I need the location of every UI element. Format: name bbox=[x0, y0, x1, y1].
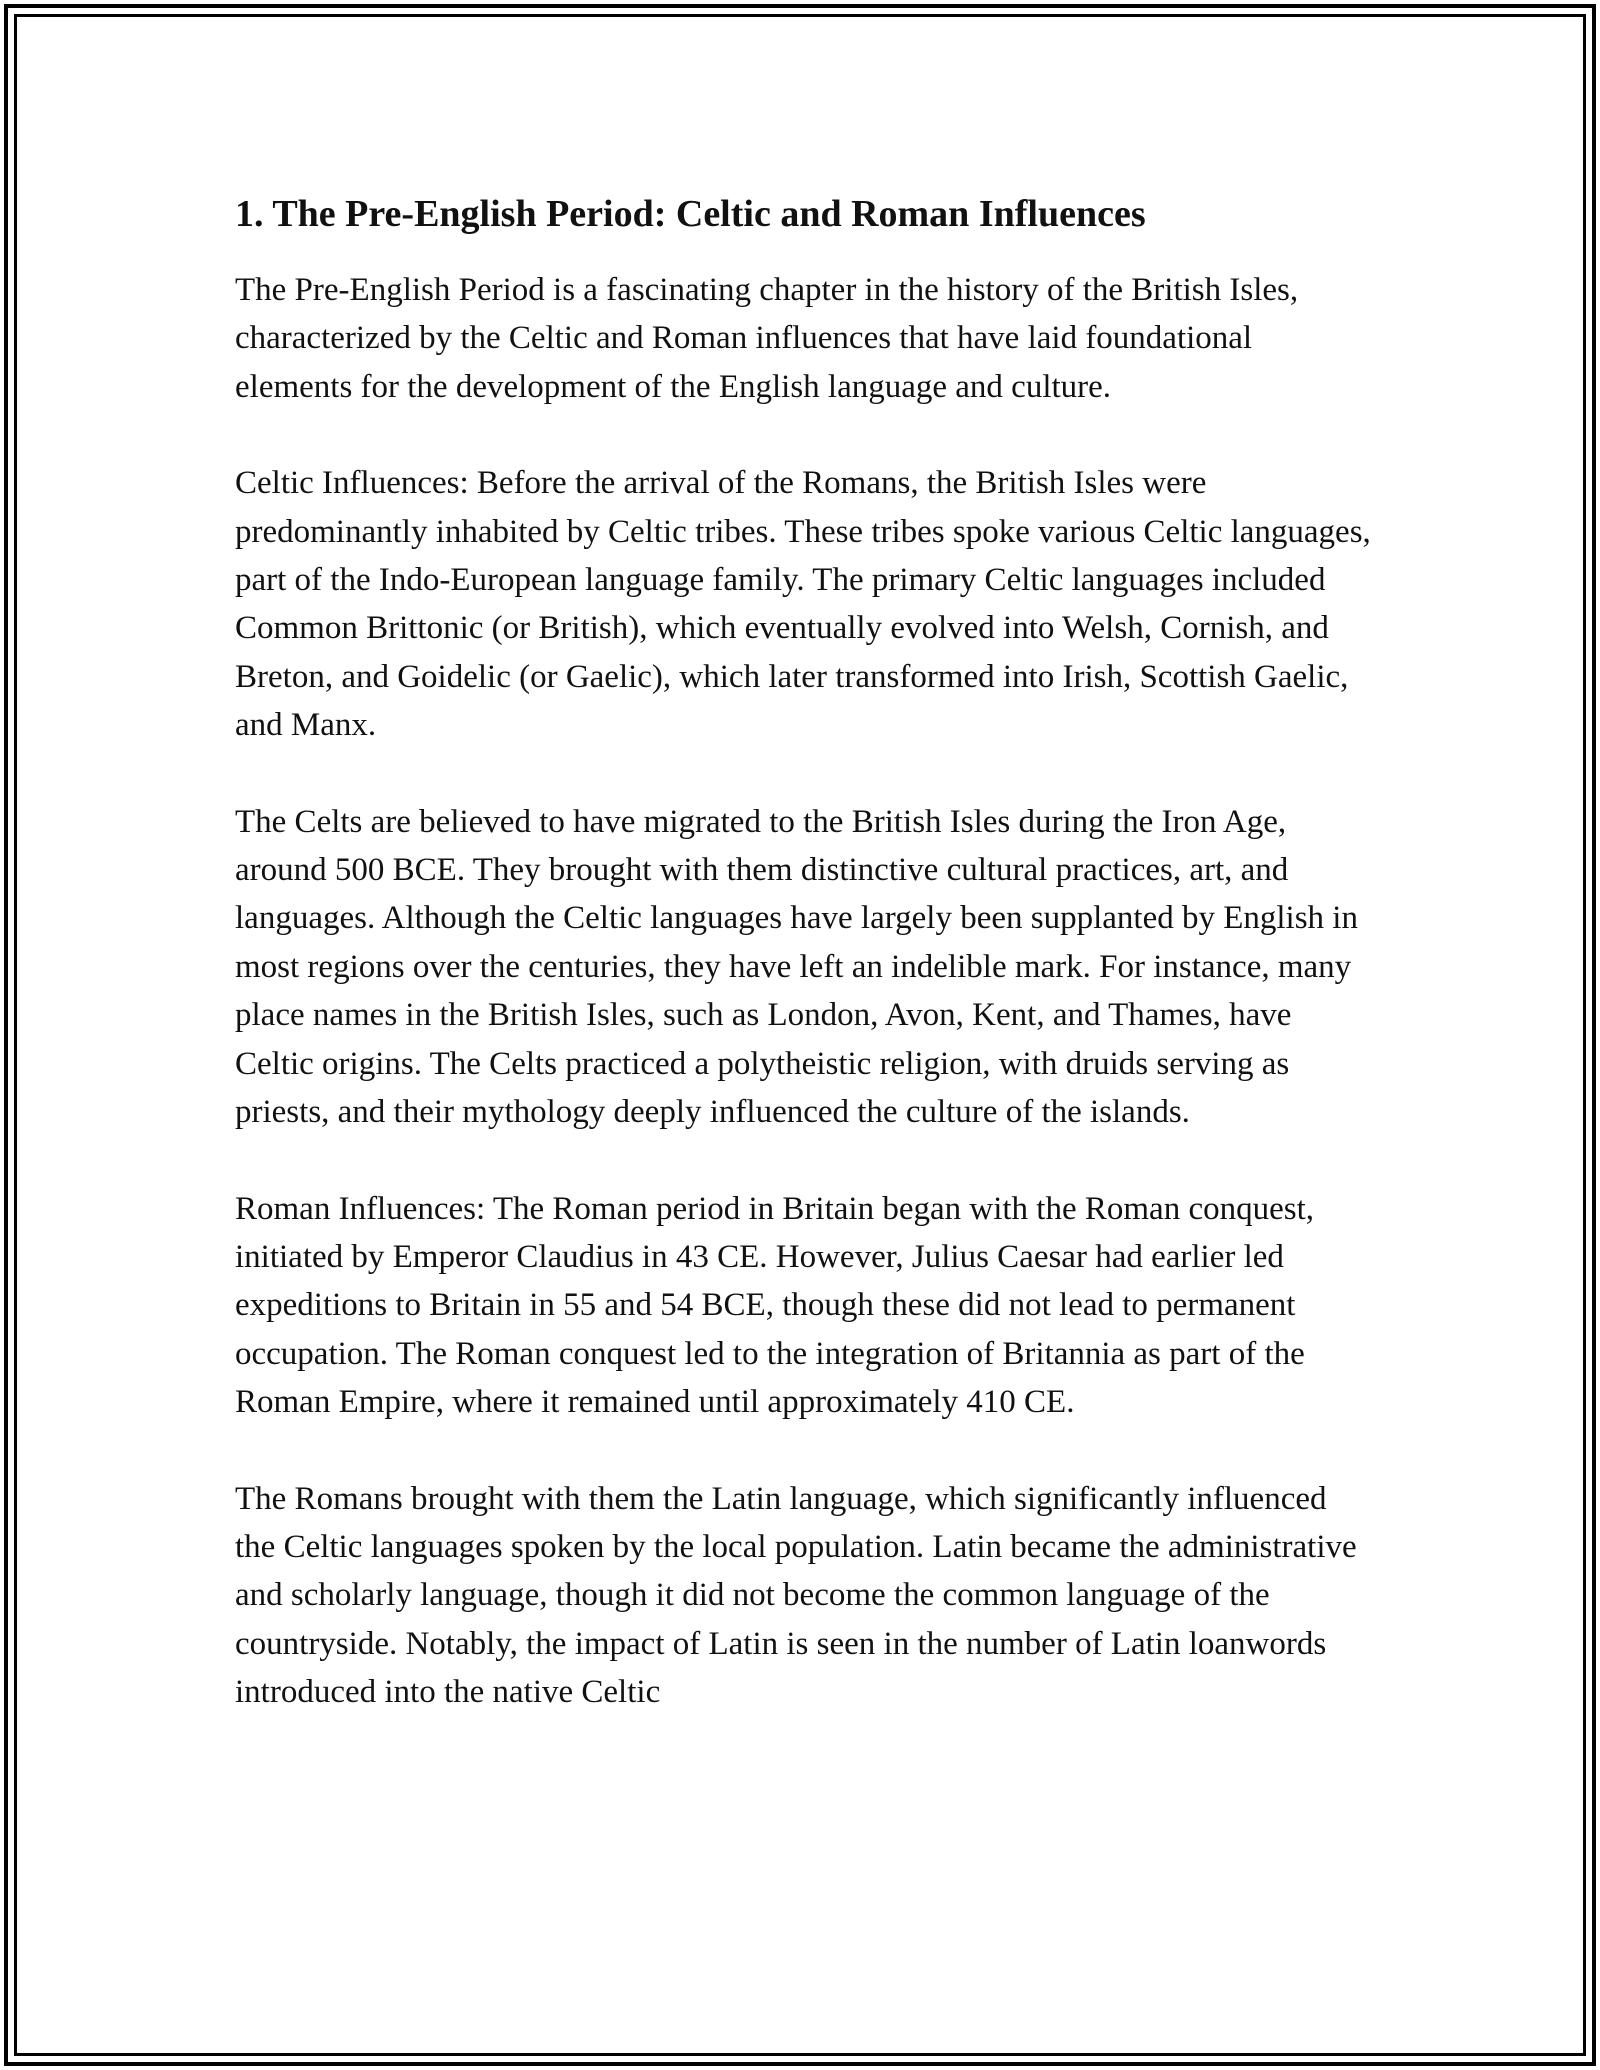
paragraph-celts-migration: The Celts are believed to have migrated to the British Isles during the Iron Age, around 500 BCE. They brought with them distinctive cultural practices, art, and languages. Although the Celtic languages have largely been supplanted by English in most regions over the centuries, they have left an indelible mark. For instance, many place names in the British Isles, such as London, Avon, Kent, and Thames, have Celtic origins. The Celts practiced a polytheistic religion, with druids serving as priests, and their mythology deeply influenced the culture of the islands. bbox=[235, 803, 1358, 1131]
paragraph-latin-language: The Romans brought with them the Latin language, which significantly influenced the Celtic languages spoken by the local population. Latin became the administrative and scholarly language, though it did not become the common language of the countryside. Notably, the impact of Latin is seen in the number of Latin loanwords introduced into the native Celtic bbox=[235, 1480, 1357, 1711]
document-body bbox=[235, 186, 1375, 1717]
paragraph-celtic-influences: Celtic Influences: Before the arrival of the Romans, the British Isles were predominantly inhabited by Celtic tribes. These tribes spoke various Celtic languages, part of the Indo-European language family. The primary Celtic languages included Common Brittonic (or British), which eventually evolved into Welsh, Cornish, and Breton, and Goidelic (or Gaelic), which later transformed into Irish, Scottish Gaelic, and Manx. bbox=[235, 465, 1371, 744]
paragraph-intro: The Pre-English Period is a fascinating chapter in the history of the British Isles, characterized by the Celtic and Roman influences that have laid foundational elements for the development of the English language and culture. bbox=[235, 272, 1299, 405]
paragraph-roman-influences: Roman Influences: The Roman period in Britain began with the Roman conquest, initiated by Emperor Claudius in 43 CE. However, Julius Caesar had earlier led expeditions to Britain in 55 and 54 BCE, though these did not lead to permanent occupation. The Roman conquest led to the integration of Britannia as part of the Roman Empire, where it remained until approximately 410 CE. bbox=[235, 1190, 1314, 1421]
section-heading: 1. The Pre-English Period: Celtic and Roman Influences bbox=[235, 193, 1146, 235]
